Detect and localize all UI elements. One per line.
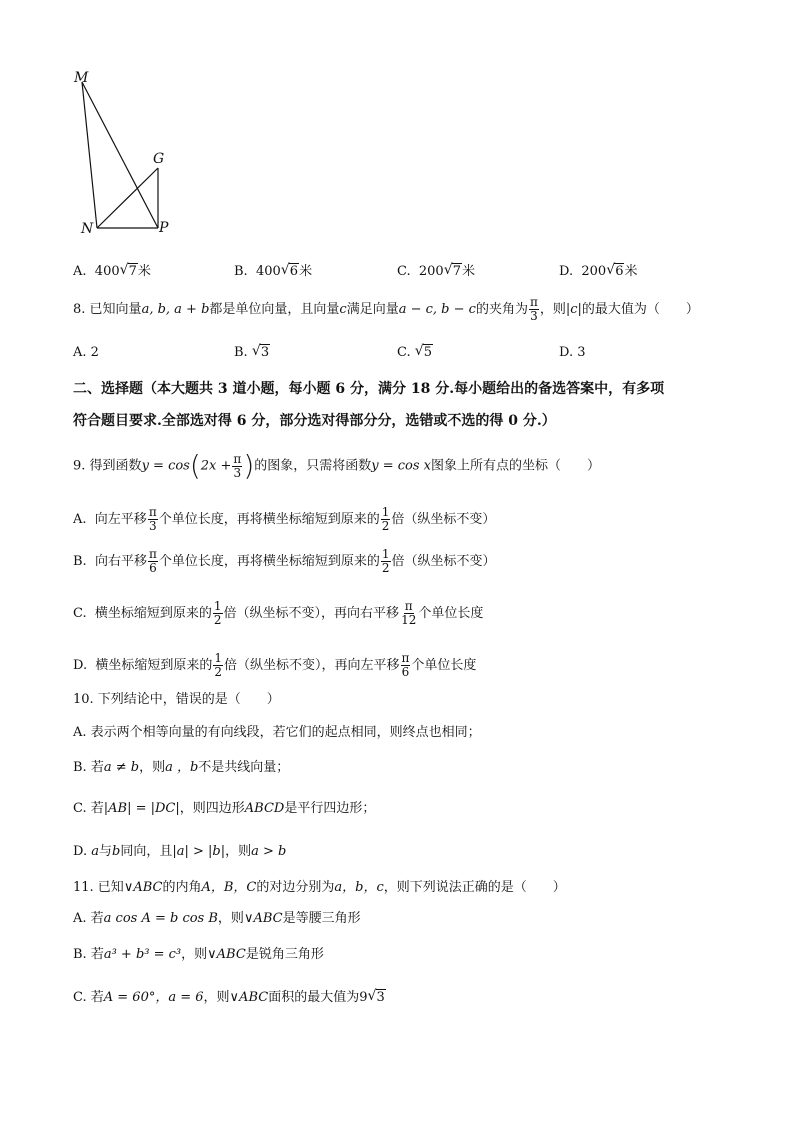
text: 个单位长度 [418, 606, 484, 621]
text: 11. 已知 [73, 880, 124, 895]
radicand: 5 [423, 345, 433, 360]
text: ，则 [139, 760, 166, 775]
math: ABCD [244, 801, 285, 816]
q9-option-a[interactable] [73, 506, 495, 533]
text: 面积的最大值为 [268, 990, 360, 1005]
text: 同向，且 [120, 844, 173, 859]
text: 倍（纵坐标不变），再向左平移 [224, 658, 400, 673]
math: a [91, 844, 99, 859]
q9-stem: 9. 得到函数y = cos(2x + $\frac{\pi}{3}$ )的图象，只需将函数y = cos x图象上所有点的坐标（ ） [73, 449, 601, 482]
option-value: 400 [255, 264, 281, 279]
text: 向右平移 [94, 554, 147, 569]
text: ，则四边形 [179, 801, 245, 816]
text: C. 若 [73, 990, 104, 1005]
q7-option-a[interactable] [73, 260, 151, 279]
question-number: 8. [73, 302, 86, 317]
fraction: $\frac{\pi}{3}$ [529, 295, 538, 323]
radicand: 3 [260, 345, 270, 360]
text: 倍（纵坐标不变） [391, 554, 496, 569]
text: 与 [99, 844, 113, 859]
math: ∨ABC [229, 990, 269, 1005]
q11-option-b[interactable] [73, 946, 324, 964]
text: 倍（纵坐标不变），再向右平移 [223, 606, 400, 621]
option-letter: D. [559, 264, 574, 279]
math: a，b，c [334, 880, 384, 895]
math: a > b [251, 844, 287, 859]
fraction: $\frac{\pi}{6}$ [401, 651, 410, 679]
math: 2x + [200, 458, 232, 474]
text: 个单位长度，再将横坐标缩短到原来的 [158, 512, 380, 527]
text: 得到函数 [89, 458, 142, 474]
radicand: 7 [128, 264, 137, 279]
q9-option-d[interactable] [73, 652, 476, 679]
text: ，则 [217, 911, 244, 926]
text: 都是单位向量，且向量 [209, 302, 340, 317]
q8-option-d[interactable]: D. 3 [559, 345, 586, 360]
option-letter: A. [73, 264, 87, 279]
label-p: P [159, 220, 169, 236]
sqrt: √ 3 [367, 988, 385, 1005]
section-heading-cont: 符合题目要求.全部选对得 6 分，部分选对得部分分，选错或不选的得 0 分.） [73, 413, 556, 429]
q10-option-d[interactable] [73, 843, 286, 861]
math: c [339, 302, 347, 317]
text: 横坐标缩短到原来的 [94, 606, 212, 621]
text: 倍（纵坐标不变） [391, 512, 496, 527]
unit: 米 [462, 264, 476, 279]
q9-option-b[interactable] [73, 548, 496, 575]
sqrt: √ 6 [280, 262, 299, 279]
q9-option-c[interactable] [73, 600, 483, 627]
text: 是锐角三角形 [245, 947, 324, 962]
text: 图象上所有点的坐标（ ） [431, 458, 601, 474]
radicand: 7 [452, 264, 461, 279]
option-value: 200 [581, 264, 607, 279]
option-letter: B. [234, 264, 248, 279]
math: b [112, 844, 121, 859]
option-letter: C. [397, 264, 411, 279]
q8-option-a[interactable]: A. 2 [73, 345, 99, 360]
text: 的内角 [162, 880, 202, 895]
math: 9 [359, 990, 368, 1005]
option-letter: C. [73, 606, 87, 621]
math: |c| [565, 302, 582, 317]
math: a ≠ b [103, 760, 140, 775]
sqrt: √ 7 [443, 262, 461, 279]
text: B. 若 [73, 947, 104, 962]
fraction: $\frac{1}{2}$ [213, 599, 222, 627]
unit: 米 [137, 264, 151, 279]
math: |AB| = |DC| [103, 801, 180, 816]
text: 是平行四边形； [284, 801, 376, 816]
fraction: $\frac{\pi}{3}$ [148, 505, 157, 533]
segment-mn [82, 82, 97, 228]
label-m: M [74, 70, 89, 86]
sqrt: √ 5 [414, 343, 433, 360]
fraction: $\frac{\pi}{6}$ [148, 547, 157, 575]
math: A = 60°，a = 6 [103, 990, 204, 1005]
text: 的夹角为 [475, 302, 528, 317]
fraction: $\frac{1}{2}$ [381, 547, 390, 575]
q8-option-c[interactable] [397, 345, 433, 360]
fraction: $\frac{1}{2}$ [381, 505, 390, 533]
option-letter: B. [73, 554, 87, 569]
radicand: 6 [289, 264, 299, 279]
q11-stem [73, 879, 566, 897]
q7-option-c[interactable] [397, 260, 475, 279]
text: 个单位长度 [411, 658, 477, 673]
text: ，则 [225, 844, 252, 859]
option-letter: B. [234, 345, 248, 360]
math: a − c, b − c [398, 302, 476, 317]
text: 满足向量 [346, 302, 399, 317]
q7-option-b[interactable] [234, 260, 312, 279]
option-letter: A. [73, 512, 87, 527]
text: ，则 [539, 302, 566, 317]
q10-option-b[interactable] [73, 759, 289, 777]
q8-stem [73, 296, 699, 323]
math: ∨ABC [207, 947, 246, 962]
sqrt: √ 3 [251, 343, 270, 360]
q10-option-c[interactable] [73, 800, 375, 818]
q7-option-d[interactable] [559, 260, 637, 279]
q10-stem: 10. 下列结论中，错误的是（ ） [73, 692, 280, 707]
q10-option-a[interactable]: A. 表示两个相等向量的有向线段，若它们的起点相同，则终点也相同； [73, 725, 481, 740]
text: D. [73, 844, 88, 859]
math: a cos A = b cos B [103, 911, 218, 926]
q11-option-c[interactable] [73, 989, 386, 1007]
math: A，B，C [201, 880, 257, 895]
label-n: N [81, 221, 94, 237]
text: 已知向量 [89, 302, 142, 317]
text: 个单位长度，再将横坐标缩短到原来的 [158, 554, 380, 569]
q11-option-a[interactable] [73, 910, 361, 928]
sqrt: √ 7 [119, 262, 137, 279]
option-value: 400 [94, 264, 120, 279]
sqrt: √ 6 [606, 262, 624, 279]
text: 的图象，只需将函数 [254, 458, 372, 474]
text: A. 若 [73, 911, 104, 926]
radicand: 6 [615, 264, 624, 279]
unit: 米 [624, 264, 638, 279]
text: 是等腰三角形 [282, 911, 361, 926]
fraction: $\frac{\pi}{12}$ [401, 599, 417, 627]
text: 向左平移 [94, 512, 147, 527]
text: 的对边分别为 [256, 880, 335, 895]
radicand: 3 [376, 990, 385, 1005]
unit: 米 [299, 264, 313, 279]
math: a³ + b³ = c³ [103, 947, 182, 962]
segment-ng [97, 168, 158, 228]
option-letter: D. [73, 658, 88, 673]
text: 不是共线向量； [198, 760, 290, 775]
option-letter: C. [397, 345, 411, 360]
q8-option-b[interactable] [234, 345, 270, 360]
text: B. 若 [73, 760, 104, 775]
fraction: $\frac{\pi}{3}$ [233, 451, 242, 480]
text: 横坐标缩短到原来的 [95, 658, 213, 673]
label-g: G [153, 151, 165, 167]
math: y = cos [141, 458, 190, 474]
math: |a| > |b| [172, 844, 226, 859]
math: a ，b [165, 760, 199, 775]
text: ，则下列说法正确的是（ ） [383, 880, 566, 895]
text: ，则 [181, 947, 208, 962]
math: a, b, a + b [141, 302, 210, 317]
text: 的最大值为（ ） [581, 302, 699, 317]
fraction: $\frac{1}{2}$ [214, 651, 223, 679]
question-number: 9. [73, 458, 86, 474]
math: y = cos x [371, 458, 432, 474]
section-heading: 二、选择题（本大题共 3 道小题，每小题 6 分，满分 18 分.每小题给出的备选答案中，有多项 [73, 381, 665, 397]
math: ∨ABC [243, 911, 283, 926]
text: C. 若 [73, 801, 104, 816]
math: ∨ABC [123, 880, 163, 895]
text: ，则 [203, 990, 230, 1005]
option-value: 200 [418, 264, 444, 279]
